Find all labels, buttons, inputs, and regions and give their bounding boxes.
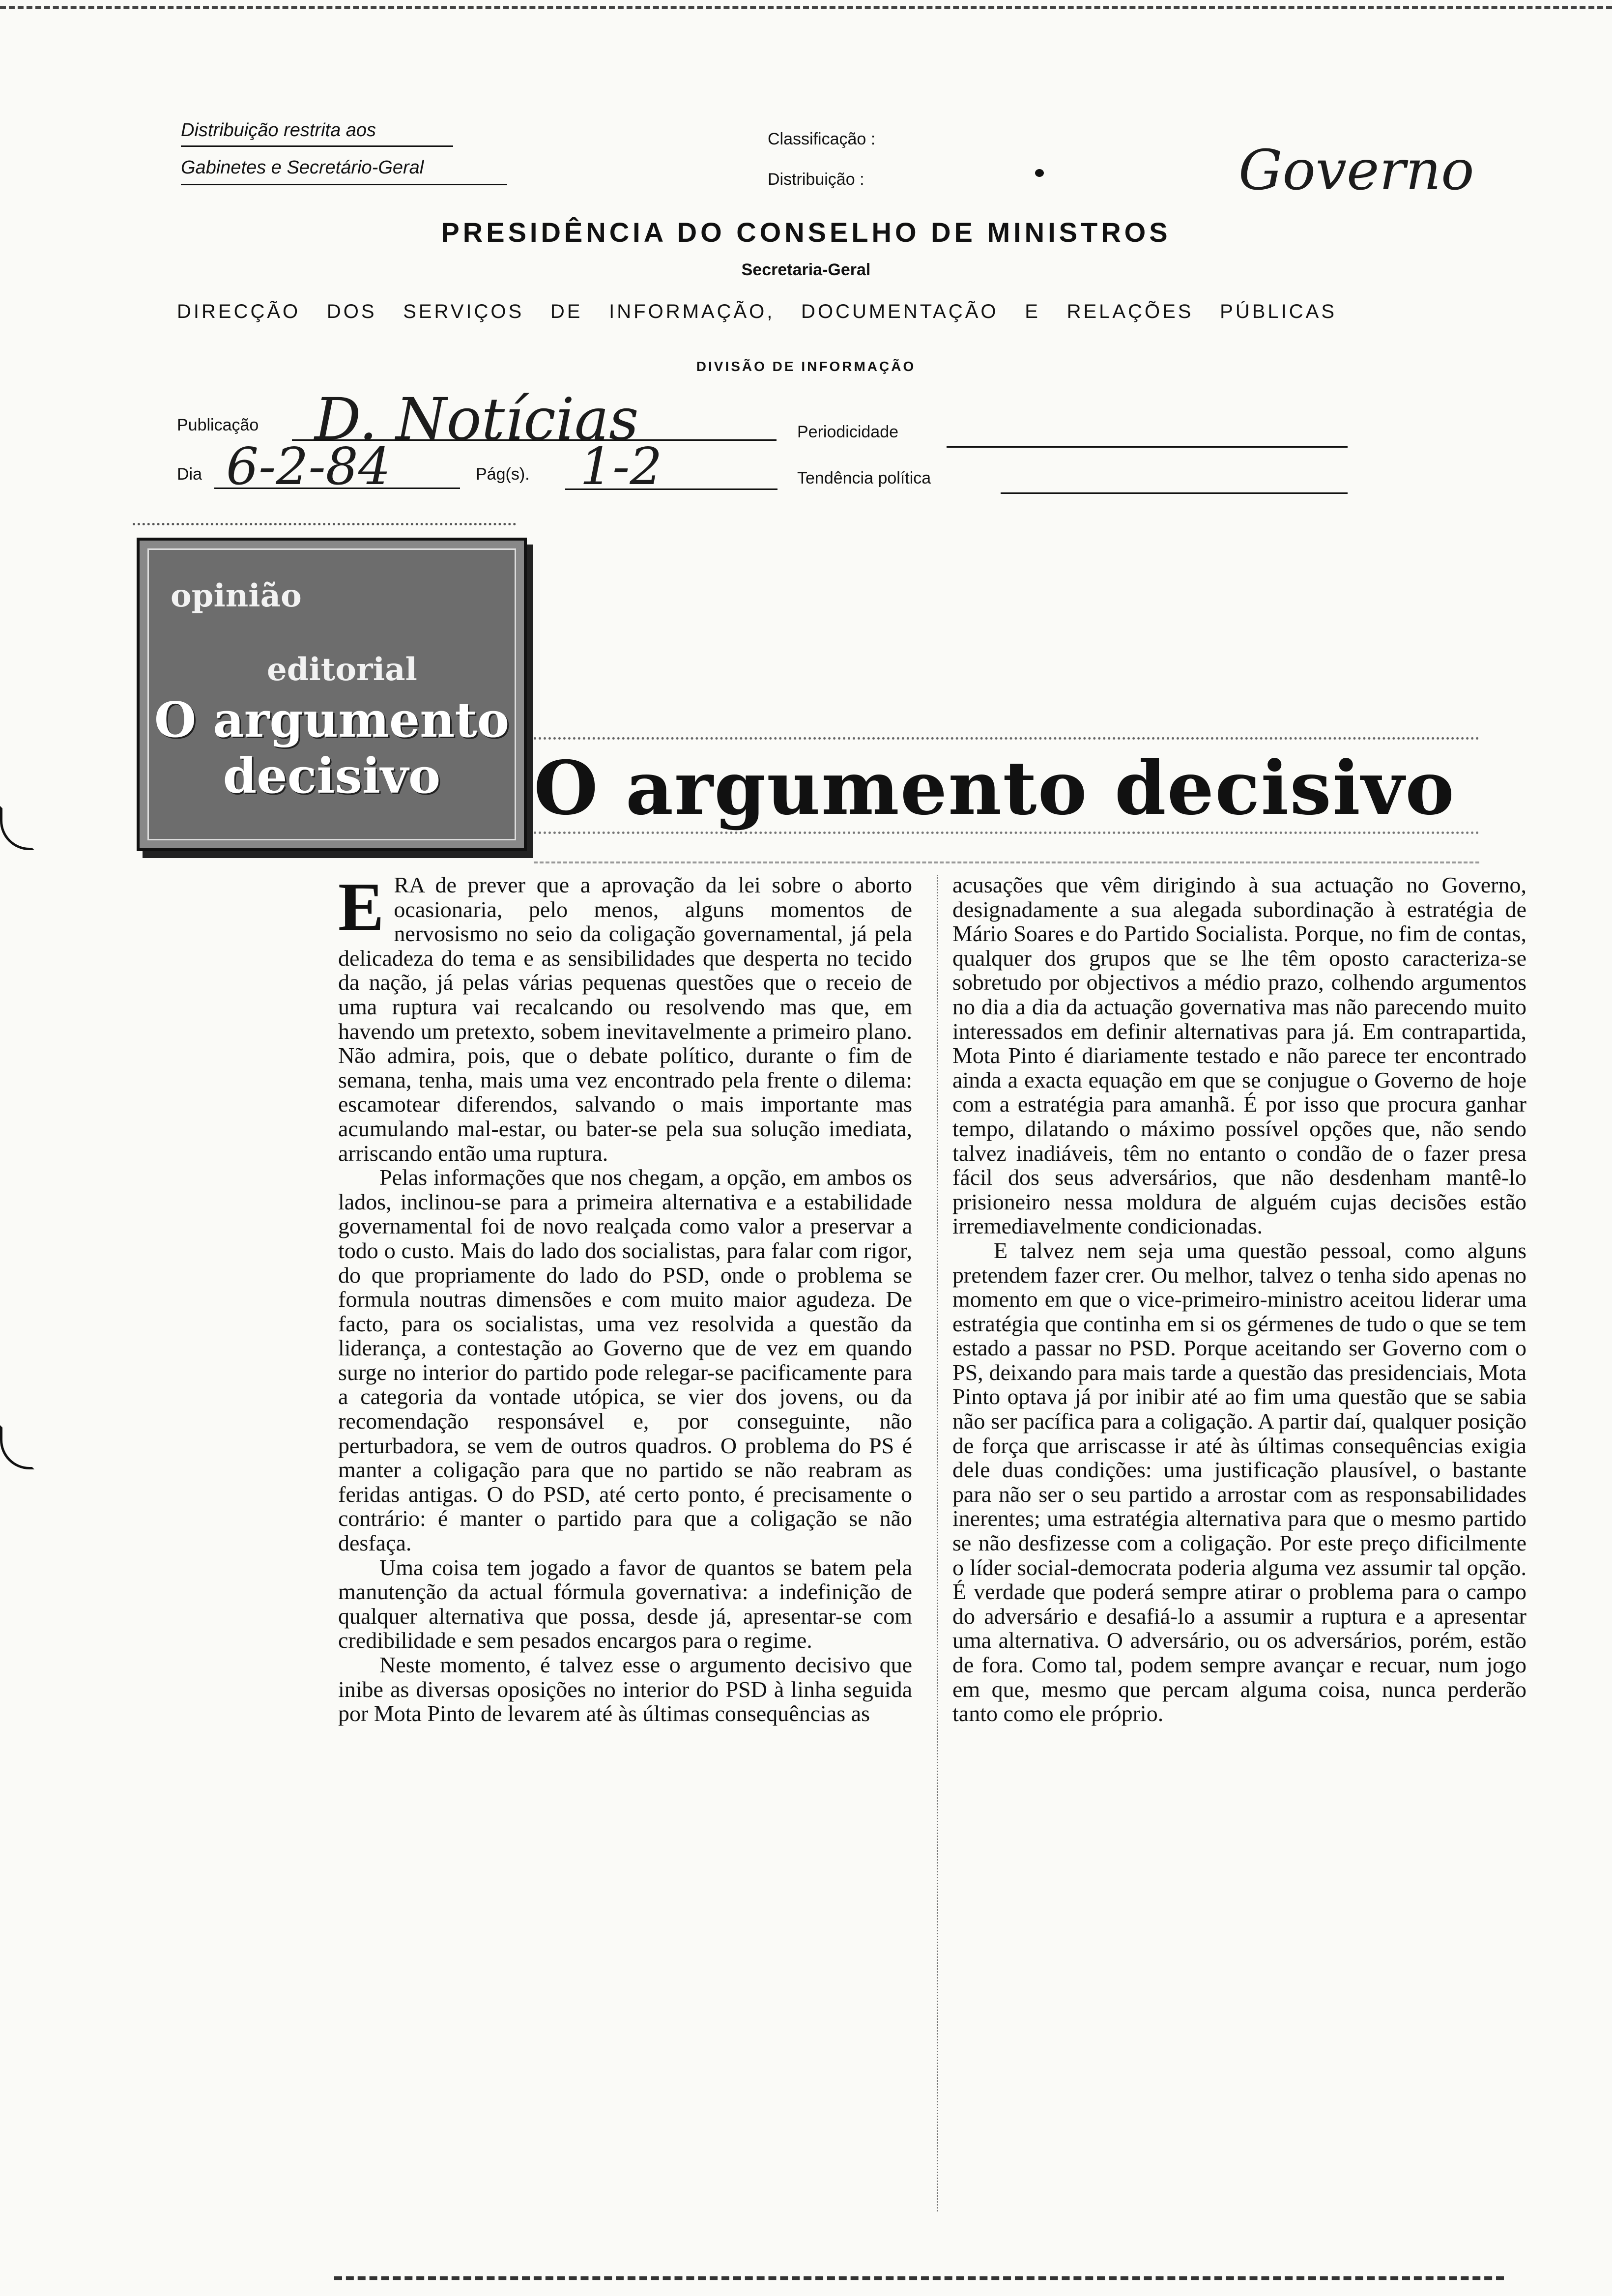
- kicker-section: opinião: [171, 577, 302, 614]
- distribution-restriction-line1: Distribuição restrita aos: [181, 120, 376, 141]
- underline: [181, 145, 453, 147]
- column-separator: [937, 875, 938, 2211]
- periodicity-field-line: [947, 446, 1348, 448]
- paragraph: Uma coisa tem jogado a favor de quantos se batem pela manutenção da actual fórmula governativa: a indefinição de qualquer alternativa que possa, desde já, apresentar-se com credibilidade e sem pesados encargos para o regime.: [338, 1554, 912, 1653]
- article-column-1: [338, 869, 912, 1726]
- opinion-kicker-box: [137, 538, 527, 851]
- distribution-label: Distribuição :: [768, 170, 864, 189]
- scan-margin-mark: [0, 806, 34, 850]
- political-tendency-label: Tendência política: [797, 469, 931, 488]
- scan-noise: [534, 832, 1479, 863]
- paragraph: acusações que vêm dirigindo à sua actuação no Governo, designadamente a sua alegada subordinação à estratégia de Mário Soares e do Partido Socialista. Porque, no fim de contas, qualquer dos grupos que se lhe têm oposto caracteriza-se sobretudo por objectivos a médio prazo, colhendo argumentos no dia a dia da actuação governativa mas não parecendo muito interessados em definir alternativas para já. Em contrapartida, Mota Pinto é diariamente testado e não parece ter encontrado ainda a exacta equação em que se conjugue o Governo de hoje com a estratégia para amanhã. É por isso que procura ganhar tempo, dilatando o máximo possível opções que, não sendo talvez inadiáveis, têm no entanto o condão de o fazer presa fácil dos seus adversários, que não desdenham mantê-lo prisioneiro nessa moldura de alguém cujas decisões estão irremediavelmente condicionadas.: [952, 872, 1526, 1239]
- pages-label: Pág(s).: [476, 465, 530, 484]
- paragraph: Neste momento, é talvez esse o argumento decisivo que inibe as diversas oposições no interior do PSD à linha seguida por Mota Pinto de levarem até às últimas consequências as: [338, 1652, 912, 1726]
- drop-cap: E: [338, 869, 384, 945]
- top-scan-edge: [0, 6, 1612, 9]
- pages-value: 1-2: [580, 436, 662, 496]
- scan-margin-mark: [0, 1425, 34, 1469]
- institution-title: PRESIDÊNCIA DO CONSELHO DE MINISTROS: [441, 217, 1171, 248]
- paragraph: Pelas informações que nos chegam, a opção, em ambos os lados, inclinou-se para a primeira alternativa e a estabilidade governamental foi de novo realçada como valor a preservar a todo o custo. Mais do lado dos socialistas, para falar com rigor, do que propriamente do lado do PSD, onde o problema se formula noutras dimensões e com muito maior agudeza. De facto, para os socialistas, uma vez resolvida a questão da liderança, a contestação ao Governo que de vez em quando surge no interior do partido pode relegar-se pacificamente para a categoria da vontade utópica, se vier dos jovens, ou da recomendação responsável e, por conseguinte, não perturbadora, se vem de outros quadros. O problema do PS é manter a coligação para que no partido se não reabram as feridas antigas. O do PSD, até certo ponto, é precisamente o contrário: é manter o partido para que a coligação se não desfaça.: [338, 1165, 912, 1556]
- publication-value: D. Notícias: [315, 385, 639, 453]
- article-headline: O argumento decisivo: [534, 745, 1456, 832]
- kicker-title: O argumento decisivo: [154, 692, 510, 804]
- scan-noise: [534, 737, 1479, 740]
- classification-label: Classificação :: [768, 130, 876, 148]
- underline: [181, 184, 507, 185]
- institution-subtitle: Secretaria-Geral: [741, 260, 871, 279]
- day-label: Dia: [177, 465, 202, 484]
- bottom-clipping-edge: [334, 2276, 1504, 2280]
- day-value: 6-2-84: [226, 436, 391, 496]
- tendency-field-line: [1001, 492, 1348, 494]
- paragraph: RA de prever que a aprovação da lei sobre o aborto ocasionaria, pelo menos, alguns momentos de nervosismo no seio da coligação governamental, já pela delicadeza do tema e as sensibilidades que desperta no tecido da nação, já pelas várias pequenas questões que o receio de uma ruptura vai recalcando ou resolvendo mas que, em havendo um pretexto, sobem inevitavelmente a primeiro plano. Não admira, pois, que o debate político, durante o fim de semana, tenha, mais uma vez encontrado pela frente o dilema: escamotear diferendos, salvando o mais importante mas acumulando mal-estar, ou bater-se pela sua solução imediata, arriscando então uma ruptura.: [338, 872, 912, 1166]
- directorate-title: DIRECÇÃO DOS SERVIÇOS DE INFORMAÇÃO, DOCUMENTAÇÃO E RELAÇÕES PÚBLICAS: [177, 301, 1337, 322]
- clipping-edge: [133, 523, 516, 525]
- article-column-2: [952, 873, 1526, 1726]
- ink-dot: [1035, 169, 1044, 177]
- handwritten-note: Governo: [1238, 139, 1474, 202]
- kicker-type: editorial: [267, 651, 417, 688]
- division-title: DIVISÃO DE INFORMAÇÃO: [696, 359, 916, 374]
- publication-label: Publicação: [177, 416, 259, 434]
- paragraph: E talvez nem seja uma questão pessoal, como alguns pretendem fazer crer. Ou melhor, talvez o tenha sido apenas no momento em que o vice-primeiro-ministro aceitou liderar uma estratégia que continha em si os gérmenes de tudo o que se tem estado a passar no PSD. Porque aceitando ser Governo com o PS, deixando para mais tarde a questão das presidenciais, Mota Pinto optava já por inibir até ao fim uma questão que se sabia não ser pacífica para a coligação. A partir daí, qualquer posição de força que arriscasse ir até às últimas consequências exigia dele duas condições: uma justificação plausível, o bastante para não ser o seu partido a arrostar com as responsabilidades inerentes; uma estratégia alternativa para que o mesmo partido se não desfizesse com a coligação. Por este preço dificilmente o líder social-democrata poderia alguma vez assumir tal opção. É verdade que poderá sempre atirar o problema para o campo do adversário e desafiá-lo a assumir a ruptura e a apresentar uma alternativa. O adversário, ou os adversários, porém, estão de fora. Como tal, podem sempre avançar e recuar, num jogo em que, mesmo que percam alguma coisa, nunca perderão tanto como ele próprio.: [952, 1237, 1526, 1726]
- distribution-restriction-line2: Gabinetes e Secretário-Geral: [181, 157, 424, 178]
- periodicity-label: Periodicidade: [797, 423, 899, 441]
